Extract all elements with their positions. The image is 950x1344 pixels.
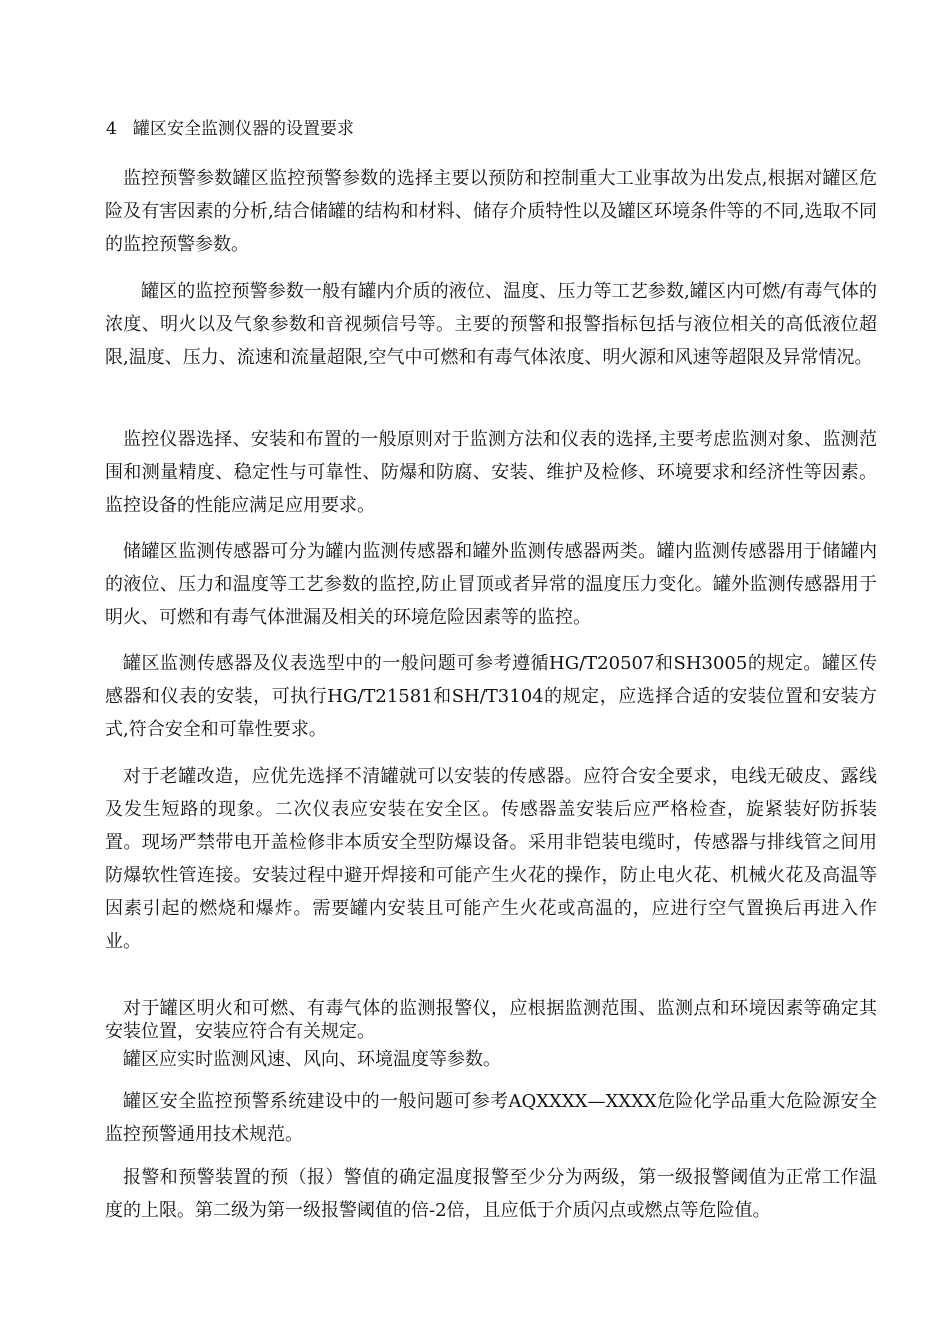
paragraph-gas-alarm-installation: 对于罐区明火和可燃、有毒气体的监测报警仪，应根据监测范围、监测点和环境因素等确定其安装位置，安装应符合有关规定。: [105, 998, 877, 1042]
paragraph-monitoring-parameters-selection: 监控预警参数罐区监控预警参数的选择主要以预防和控制重大工业事故为出发点,根据对罐区危险及有害因素的分析,结合储罐的结构和材料、储存介质特性以及罐区环境条件等的不同,选取不同的监控预警参数。: [105, 168, 877, 255]
paragraph-instrument-selection-principles: 监控仪器选择、安装和布置的一般原则对于监测方法和仪表的选择,主要考虑监测对象、监测范围和测量精度、稳定性与可靠性、防爆和防腐、安装、维护及检修、环境要求和经济性等因素。监控设备的性能应满足应用要求。: [105, 429, 877, 516]
paragraph-old-tank-retrofit: 对于老罐改造，应优先选择不清罐就可以安装的传感器。应符合安全要求，电线无破皮、露线及发生短路的现象。二次仪表应安装在安全区。传感器盖安装后应严格检查，旋紧装好防拆装置。现场严禁带电开盖检修非本质安全型防爆设备。采用非铠装电缆时，传感器与排线管之间用防爆软性管连接。安装过程中避开焊接和可能产生火花的操作，防止电火花、机械火花及高温等因素引起的燃烧和爆炸。需要罐内安装且可能产生火花或高温的，应进行空气置换后再进入作业。: [105, 766, 877, 952]
paragraph-system-construction-reference: 罐区安全监控预警系统建设中的一般问题可参考AQXXXX—XXXX危险化学品重大危险源安全监控预警通用技术规范。: [105, 1091, 877, 1145]
paragraph-sensor-categories: 储罐区监测传感器可分为罐内监测传感器和罐外监测传感器两类。罐内监测传感器用于储罐内的液位、压力和温度等工艺参数的监控,防止冒顶或者异常的温度压力变化。罐外监测传感器用于明火、可燃和有毒气体泄漏及相关的环境危险因素等的监控。: [105, 541, 877, 628]
section-title: 罐区安全监测仪器的设置要求: [133, 119, 354, 139]
paragraph-sensor-standards: 罐区监测传感器及仪表选型中的一般问题可参考遵循HG/T20507和SH3005的规定。罐区传感器和仪表的安装，可执行HG/T21581和SH/T3104的规定，应选择合适的安装位置和安装方式,符合安全和可靠性要求。: [105, 653, 877, 740]
paragraph-weather-monitoring: 罐区应实时监测风速、风向、环境温度等参数。: [123, 1049, 501, 1070]
section-heading: [106, 117, 354, 141]
paragraph-alarm-thresholds: 报警和预警装置的预（报）警值的确定温度报警至少分为两级，第一级报警阈值为正常工作温度的上限。第二级为第一级报警阈值的倍-2倍，且应低于介质闪点或燃点等危险值。: [105, 1167, 877, 1221]
paragraph-monitoring-parameters-list: 罐区的监控预警参数一般有罐内介质的液位、温度、压力等工艺参数,罐区内可燃/有毒气体的浓度、明火以及气象参数和音视频信号等。主要的预警和报警指标包括与液位相关的高低液位超限,温度、压力、流速和流量超限,空气中可燃和有毒气体浓度、明火源和风速等超限及异常情况。: [105, 281, 877, 368]
section-number: 4: [106, 119, 117, 139]
